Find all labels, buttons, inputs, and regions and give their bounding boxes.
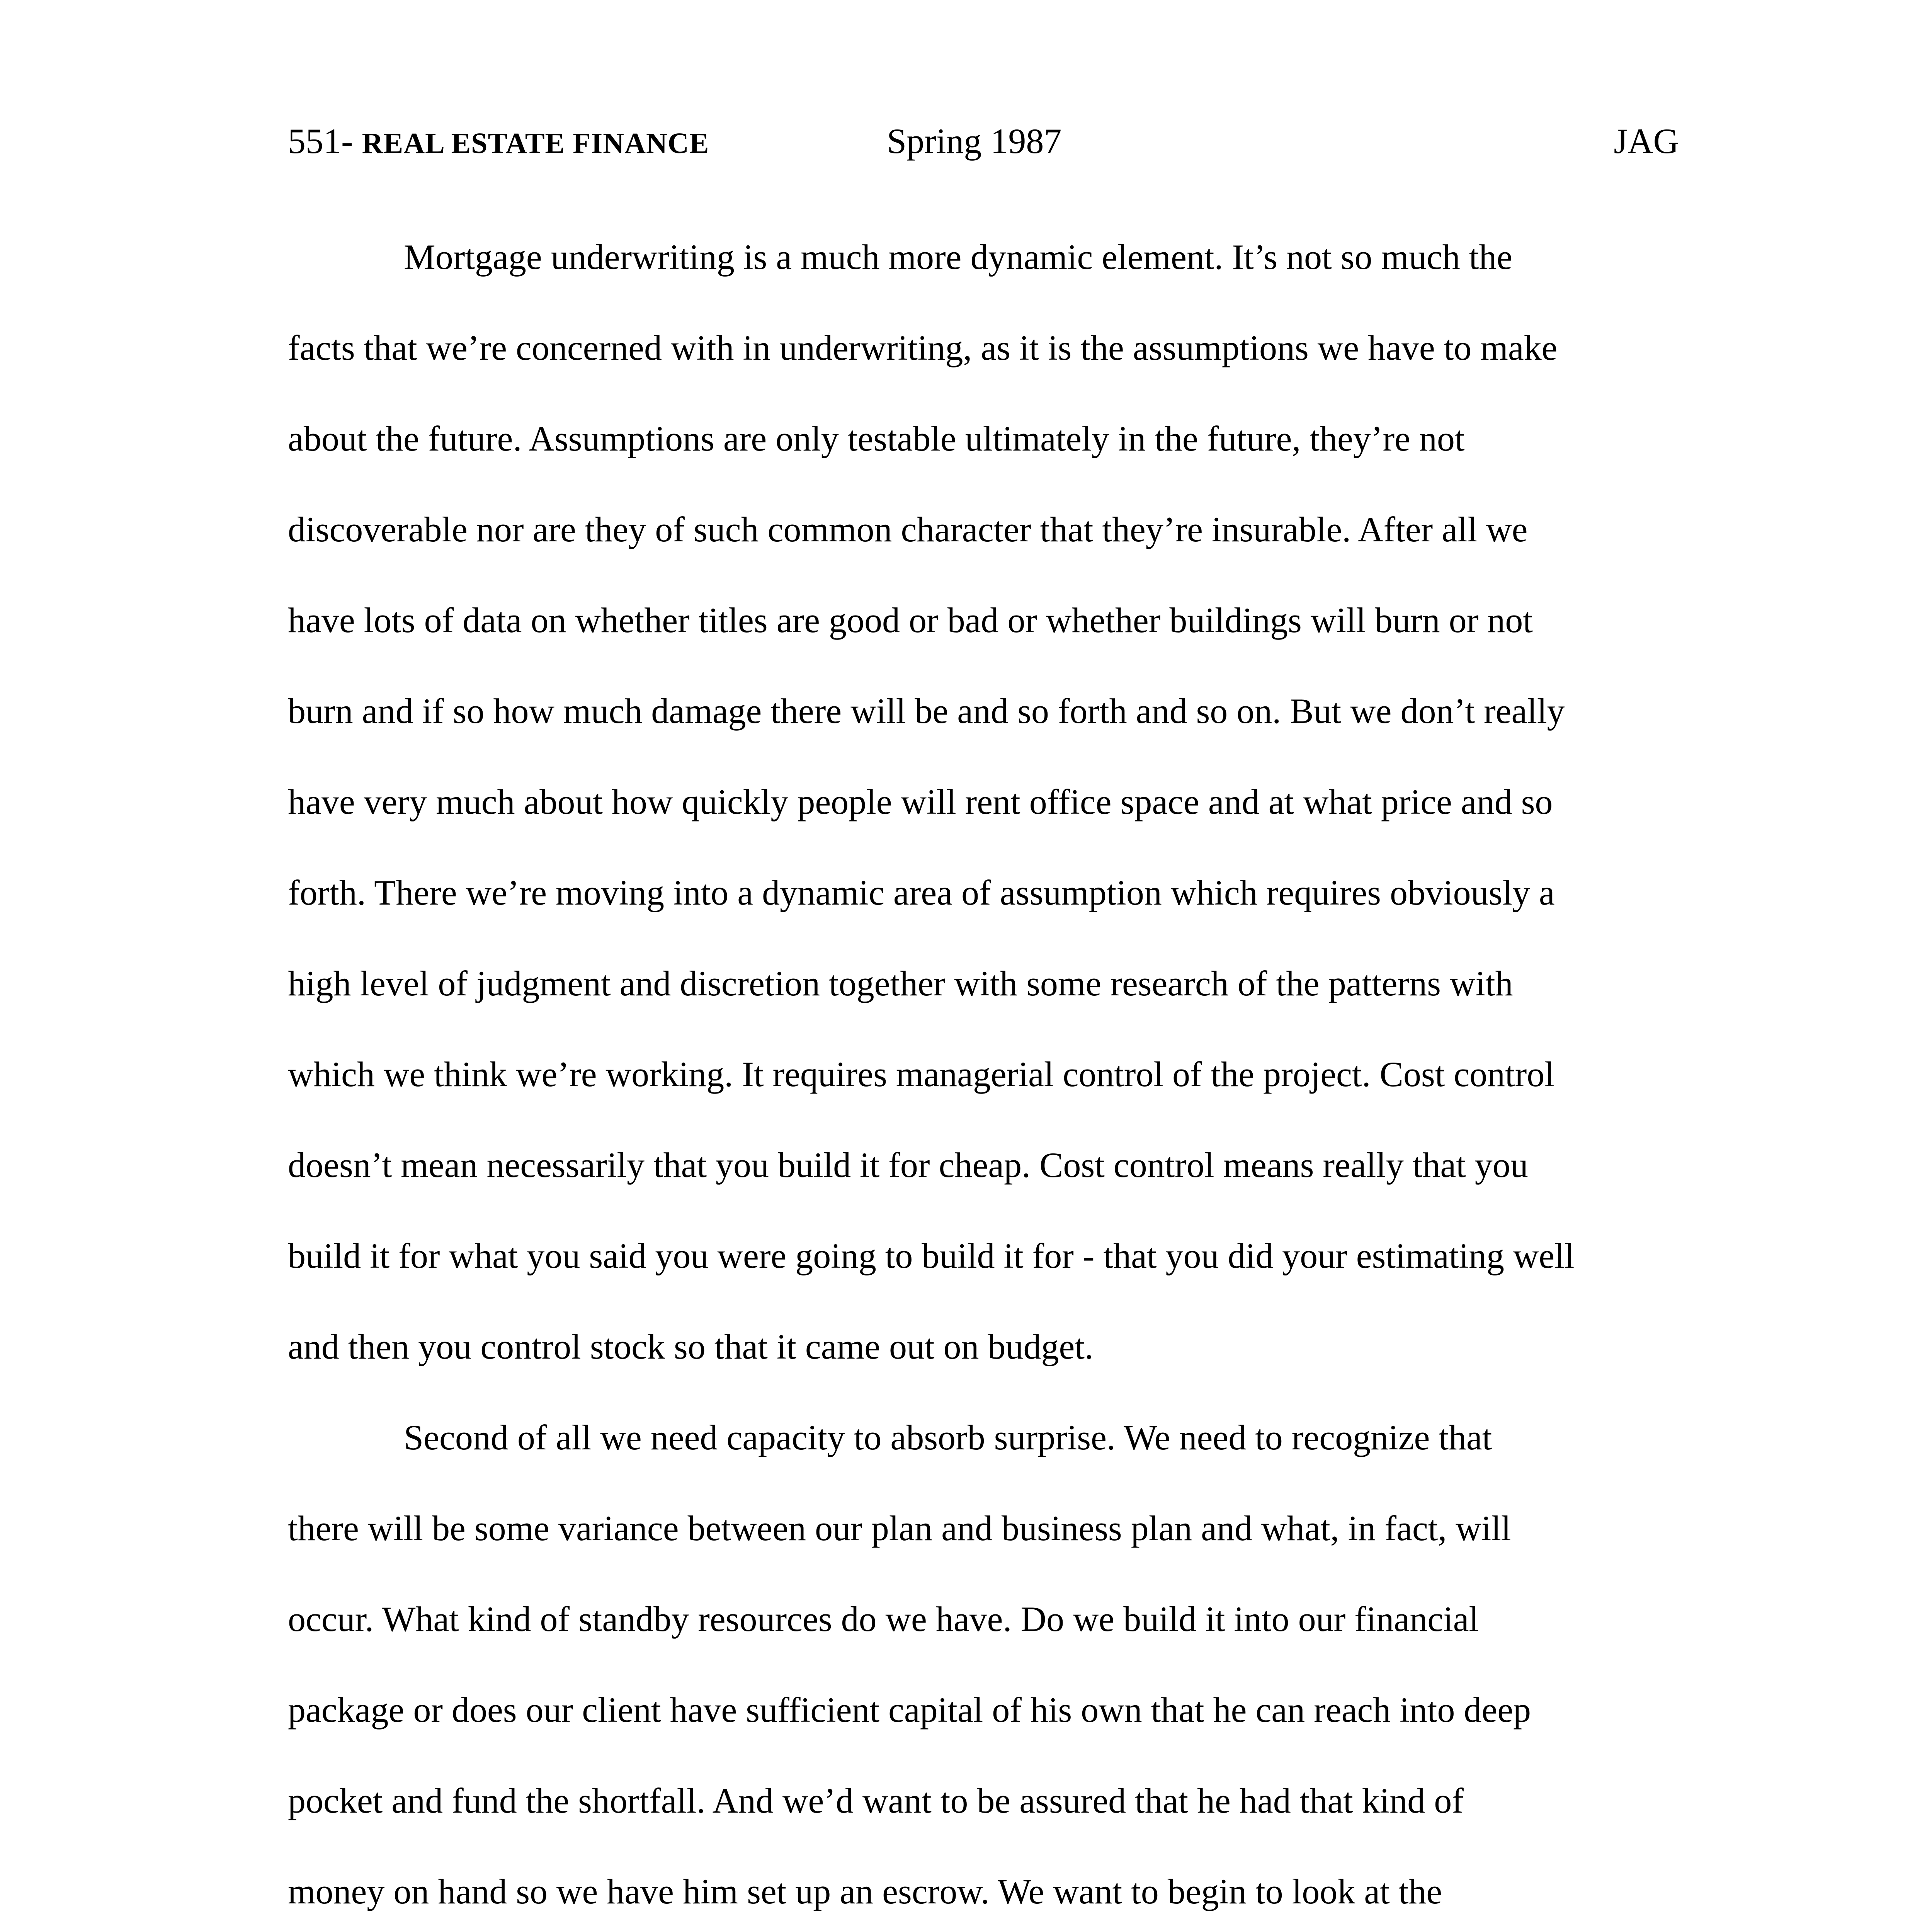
term-label: Spring 1987: [887, 121, 1062, 161]
text-line: pocket and fund the shortfall. And we’d want to be assured that he had that kind of: [288, 1781, 1464, 1820]
author-initials: JAG: [1614, 121, 1679, 161]
text-line: there will be some variance between our plan and business plan and what, in fact, will: [288, 1509, 1511, 1548]
text-line: forth. There we’re moving into a dynamic area of assumption which requires obviously a: [288, 873, 1555, 912]
text-line: occur. What kind of standby resources do we have. Do we build it into our financial: [288, 1599, 1479, 1639]
text-line: package or does our client have sufficient capital of his own that he can reach into deep: [288, 1690, 1531, 1730]
text-line: Mortgage underwriting is a much more dynamic element. It’s not so much the: [404, 237, 1513, 277]
body-text: [288, 226, 1679, 1932]
text-line: and then you control stock so that it came out on budget.: [288, 1327, 1094, 1366]
text-line: high level of judgment and discretion together with some research of the patterns with: [288, 964, 1513, 1003]
text-line: doesn’t mean necessarily that you build it for cheap. Cost control means really that you: [288, 1145, 1528, 1185]
text-line: facts that we’re concerned with in underwriting, as it is the assumptions we have to make: [288, 328, 1558, 367]
text-line: which we think we’re working. It requires managerial control of the project. Cost control: [288, 1054, 1554, 1094]
text-line: build it for what you said you were going to build it for - that you did your estimating well: [288, 1236, 1575, 1276]
text-line: Second of all we need capacity to absorb surprise. We need to recognize that: [404, 1418, 1492, 1457]
page-header: [288, 116, 1679, 166]
course-number: 551-: [288, 121, 353, 161]
text-line: have very much about how quickly people will rent office space and at what price and so: [288, 782, 1553, 821]
text-line: have lots of data on whether titles are good or bad or whether buildings will burn or not: [288, 600, 1533, 640]
text-line: burn and if so how much damage there will be and so forth and so on. But we don’t really: [288, 691, 1565, 731]
text-line: about the future. Assumptions are only testable ultimately in the future, they’re not: [288, 419, 1465, 458]
course-title: [288, 116, 709, 168]
course-name: REAL ESTATE FINANCE: [362, 127, 709, 160]
text-line: money on hand so we have him set up an escrow. We want to begin to look at the: [288, 1872, 1442, 1911]
text-line: discoverable nor are they of such common character that they’re insurable. After all we: [288, 510, 1528, 549]
